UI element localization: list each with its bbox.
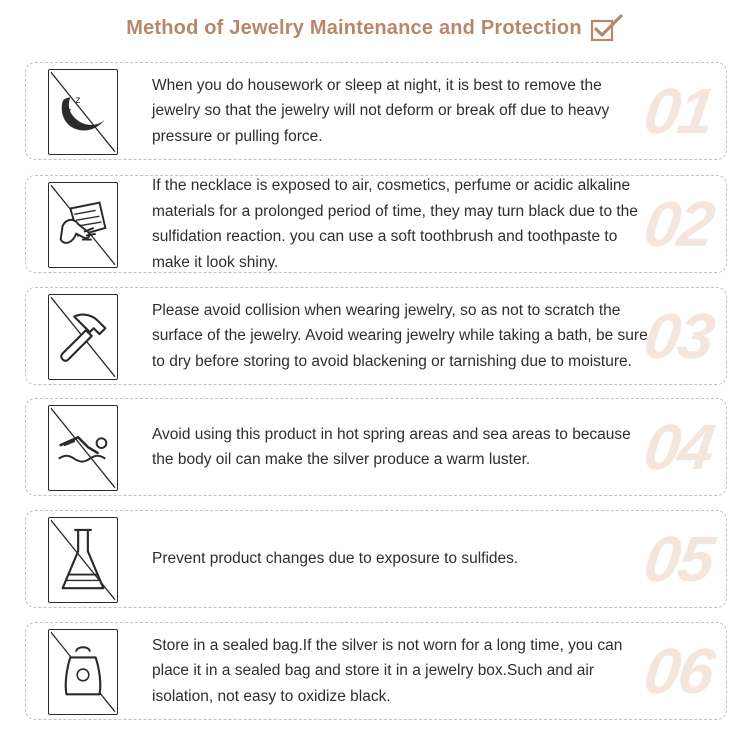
tip-text: When you do housework or sleep at night, it is best to remove the jewelry so that the jewelry will not deform or break off due to heavy pressure or pulling force. bbox=[152, 76, 610, 145]
tip-number: 05 bbox=[639, 523, 718, 595]
swimmer-icon bbox=[48, 405, 118, 491]
tip-text: If the necklace is exposed to air, cosmetics, perfume or acidic alkaline materials for a prolonged period of time, they may turn black due to the sulfidation reaction. you can use a soft toothbrush and toothpaste to make it look shiny. bbox=[152, 177, 638, 271]
tip-number: 02 bbox=[639, 188, 718, 260]
checkbox-check-icon bbox=[590, 13, 624, 43]
tip-number: 01 bbox=[639, 75, 718, 147]
maintenance-tip-1 bbox=[25, 62, 727, 160]
sealed-bag-icon bbox=[48, 629, 118, 715]
hammer-icon bbox=[48, 294, 118, 380]
tip-text: Store in a sealed bag.If the silver is not worn for a long time, you can place it in a sealed bag and store it in a jewelry box.Such and air isolation, not easy to oxidize black. bbox=[152, 636, 623, 705]
svg-text:z: z bbox=[75, 95, 81, 107]
header bbox=[0, 10, 750, 46]
maintenance-tip-4 bbox=[25, 398, 727, 496]
page-title: Method of Jewelry Maintenance and Protection bbox=[126, 16, 582, 39]
tip-text: Prevent product changes due to exposure to sulfides. bbox=[152, 550, 519, 568]
tip-text: Avoid using this product in hot spring areas and sea areas to because the body oil can make the silver produce a warm luster. bbox=[152, 425, 631, 468]
tip-number: 03 bbox=[639, 300, 718, 372]
sleep-moon-icon bbox=[48, 69, 118, 155]
tip-number: 04 bbox=[639, 411, 718, 483]
maintenance-tip-2 bbox=[25, 175, 727, 273]
tip-text: Please avoid collision when wearing jewelry, so as not to scratch the surface of the jewelry. Avoid wearing jewelry while taking a bath, be sure to dry before storing to avoid blackening or tarnishing due to moisture. bbox=[152, 301, 648, 370]
chemical-flask-icon bbox=[48, 517, 118, 603]
maintenance-tip-5 bbox=[25, 510, 727, 608]
maintenance-tip-6 bbox=[25, 622, 727, 720]
hand-cloth-icon bbox=[48, 182, 118, 268]
svg-text:z: z bbox=[67, 106, 72, 115]
maintenance-tip-3 bbox=[25, 287, 727, 385]
tip-number: 06 bbox=[639, 635, 718, 707]
